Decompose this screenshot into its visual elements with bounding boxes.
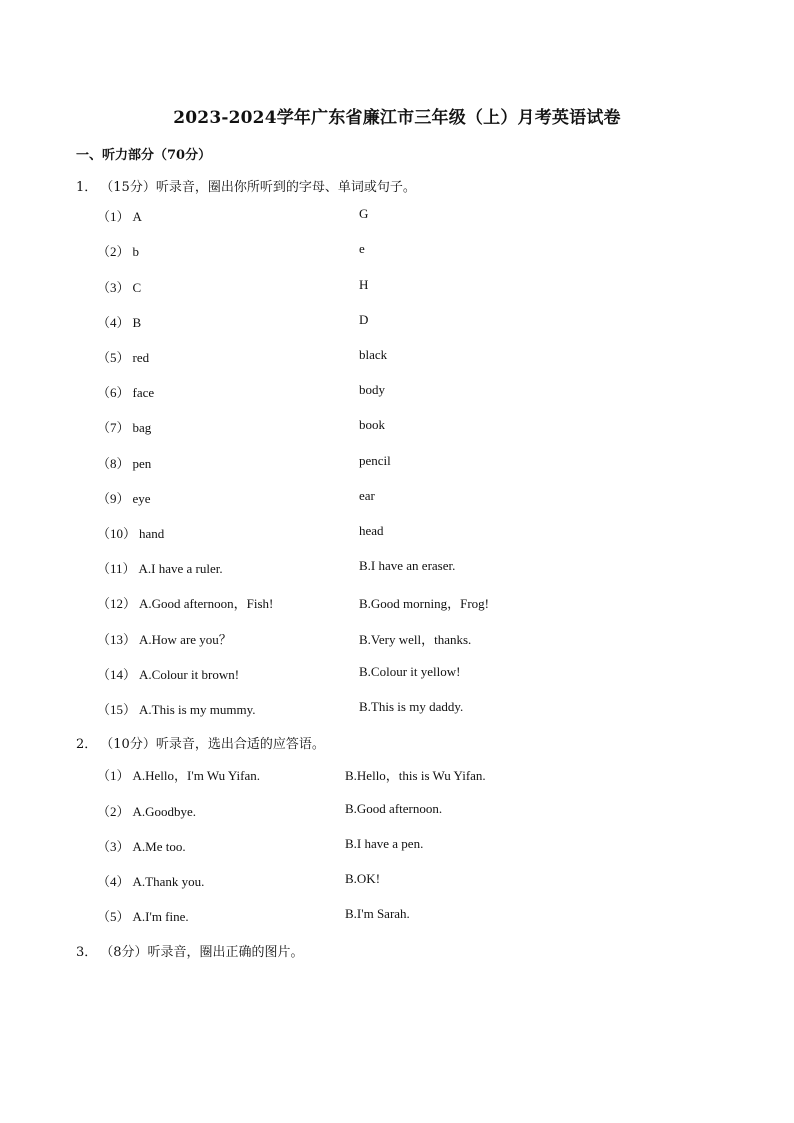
item-left-text: A.I have a ruler.: [138, 561, 223, 576]
item-right-option: black: [359, 347, 388, 362]
item-right-option: e: [359, 241, 365, 256]
item-left-option: [97, 836, 186, 855]
item-right-option: G: [359, 206, 369, 221]
item-right-option: head: [359, 523, 384, 538]
item-left-option: [97, 382, 154, 401]
item-left-text: A.Goodbye.: [132, 804, 197, 819]
item-right-option: B.Good afternoon.: [345, 801, 443, 816]
item-left-option: [97, 453, 151, 472]
question-1-item-15: [97, 699, 597, 719]
question-1-item-11: [97, 558, 597, 578]
item-left-text: A.Colour it brown!: [139, 667, 240, 682]
item-left-option: [97, 629, 232, 648]
question-text: （8分）听录音，圈出正确的图片。: [100, 945, 304, 960]
item-right-option: B.This is my daddy.: [359, 699, 464, 714]
item-left-option: [97, 699, 256, 718]
question-number: 1．: [76, 180, 98, 195]
item-number: （8）: [97, 456, 130, 471]
question-1-item-1: [97, 206, 597, 226]
item-left-text: bag: [132, 420, 152, 435]
item-right-option: B.OK!: [345, 871, 381, 886]
question-number: 3．: [76, 945, 98, 960]
item-right-option: B.I have a pen.: [345, 836, 424, 851]
item-number: （11）: [97, 561, 136, 576]
item-left-text: hand: [139, 526, 165, 541]
item-number: （4）: [97, 315, 130, 330]
item-left-option: [97, 906, 189, 925]
item-right-option: B.I have an eraser.: [359, 558, 456, 573]
item-left-option: [97, 347, 149, 366]
item-right-option: B.Hello，this is Wu Yifan.: [345, 768, 486, 783]
item-number: （9）: [97, 491, 130, 506]
question-1-item-10: [97, 523, 597, 543]
question-1-item-2: [97, 241, 597, 261]
question-1-item-6: [97, 382, 597, 402]
item-right-option: H: [359, 277, 369, 292]
item-left-text: C: [132, 280, 142, 295]
item-right-option: ear: [359, 488, 375, 503]
exam-title: 2023-2024学年广东省廉江市三年级（上）月考英语试卷: [173, 108, 621, 128]
item-right-option: book: [359, 417, 385, 432]
item-number: （5）: [97, 350, 130, 365]
question-number: 2．: [76, 737, 98, 752]
item-number: （1）: [97, 768, 130, 783]
question-2-item-2: [97, 801, 617, 821]
item-left-option: [97, 765, 260, 784]
item-left-option: [97, 558, 223, 577]
item-left-text: A.I'm fine.: [132, 909, 189, 924]
question-2-item-4: [97, 871, 617, 891]
item-left-text: A.How are you？: [139, 632, 232, 647]
item-number: （5）: [97, 909, 130, 924]
question-2-item-3: [97, 836, 617, 856]
question-1-item-7: [97, 417, 597, 437]
item-right-option: pencil: [359, 453, 391, 468]
item-number: （13）: [97, 632, 137, 647]
item-number: （10）: [97, 526, 137, 541]
question-1-item-13: [97, 629, 597, 649]
item-left-option: [97, 488, 151, 507]
item-number: （7）: [97, 420, 130, 435]
question-2-item-1: [97, 765, 617, 785]
section-heading-listening: 一、听力部分（70分）: [76, 148, 212, 163]
item-left-text: face: [132, 385, 155, 400]
question-1-item-9: [97, 488, 597, 508]
item-number: （3）: [97, 280, 130, 295]
item-right-option: B.Colour it yellow!: [359, 664, 461, 679]
item-number: （1）: [97, 209, 130, 224]
item-number: （2）: [97, 804, 130, 819]
item-left-option: [97, 871, 204, 890]
item-left-text: A.Thank you.: [132, 874, 205, 889]
item-left-option: [97, 277, 141, 296]
item-right-option: D: [359, 312, 369, 327]
item-left-option: [97, 206, 142, 225]
item-left-text: A.Good afternoon，Fish!: [139, 596, 274, 611]
item-left-text: eye: [132, 491, 151, 506]
item-number: （4）: [97, 874, 130, 889]
item-left-text: B: [132, 315, 142, 330]
question-1-item-8: [97, 453, 597, 473]
item-left-text: b: [132, 244, 140, 259]
question-3-stem: [76, 941, 304, 960]
question-1-item-4: [97, 312, 597, 332]
item-number: （14）: [97, 667, 137, 682]
question-2-item-5: [97, 906, 617, 926]
item-number: （15）: [97, 702, 137, 717]
item-left-option: [97, 417, 151, 436]
question-1-item-12: [97, 593, 597, 613]
question-1-item-5: [97, 347, 597, 367]
item-number: （6）: [97, 385, 130, 400]
item-right-option: B.Very well，thanks.: [359, 632, 472, 647]
item-left-option: [97, 593, 273, 612]
item-number: （3）: [97, 839, 130, 854]
question-1-item-3: [97, 277, 597, 297]
item-left-text: red: [132, 350, 150, 365]
item-right-option: B.Good morning，Frog!: [359, 596, 490, 611]
item-number: （2）: [97, 244, 130, 259]
question-1-stem: [76, 176, 416, 195]
item-left-text: A.Me too.: [132, 839, 186, 854]
item-left-option: [97, 241, 139, 260]
question-2-stem: [76, 733, 325, 752]
question-text: （10分）听录音，选出合适的应答语。: [100, 737, 325, 752]
item-left-option: [97, 801, 196, 820]
item-left-option: [97, 664, 239, 683]
item-number: （12）: [97, 596, 137, 611]
item-left-text: pen: [132, 456, 152, 471]
item-left-text: A.This is my mummy.: [139, 702, 256, 717]
question-text: （15分）听录音，圈出你所听到的字母、单词或句子。: [100, 180, 416, 195]
item-left-option: [97, 523, 164, 542]
item-right-option: body: [359, 382, 385, 397]
question-1-item-14: [97, 664, 597, 684]
item-left-option: [97, 312, 141, 331]
item-left-text: A.Hello，I'm Wu Yifan.: [132, 768, 260, 783]
item-left-text: A: [132, 209, 142, 224]
item-right-option: B.I'm Sarah.: [345, 906, 410, 921]
